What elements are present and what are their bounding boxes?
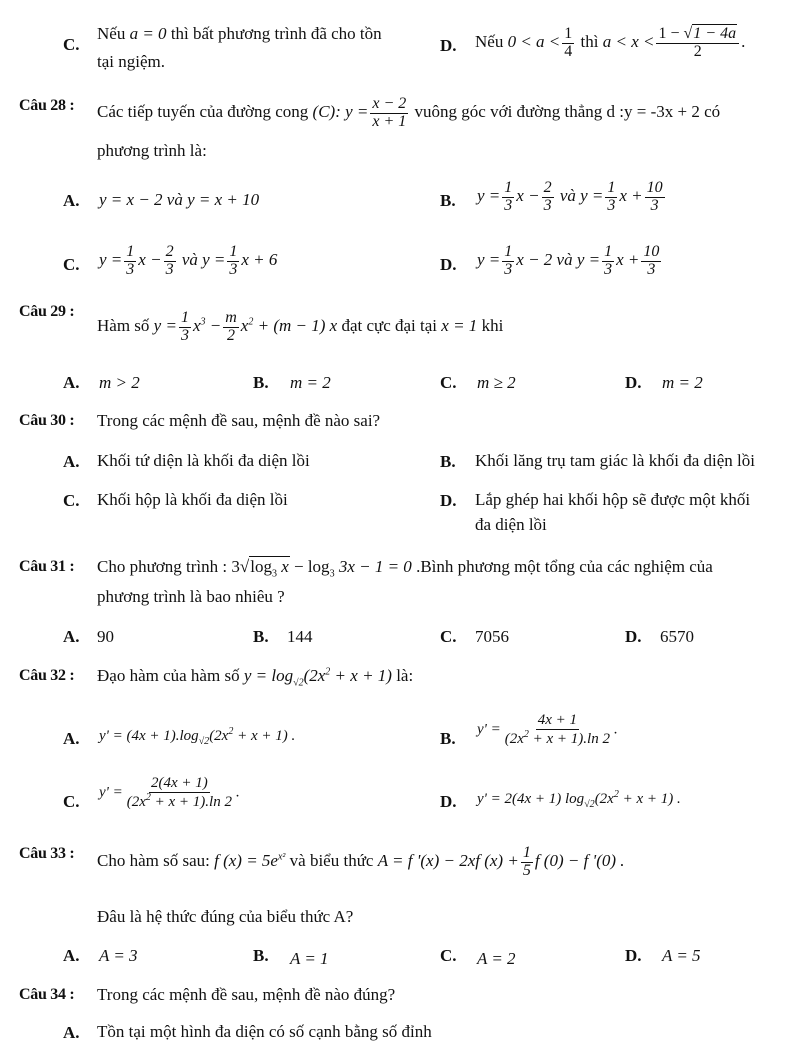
option-c-text: 7056 bbox=[475, 627, 509, 646]
option-a-text: Tồn tại một hình đa diện có số cạnh bằng số đỉnh bbox=[97, 1022, 432, 1041]
option-label-a: A. bbox=[63, 627, 80, 646]
option-a-text: 90 bbox=[97, 627, 114, 646]
option-d-text: y = $\frac{1}{3}$ x − 2 và y = $\frac{1}{3}$ x + $\frac{10}{3}$ bbox=[477, 243, 660, 278]
option-b-text: m = 2 bbox=[290, 373, 331, 392]
question-number: Câu 28 : bbox=[19, 97, 75, 114]
option-label-c: C. bbox=[440, 946, 457, 965]
option-label-b: B. bbox=[253, 627, 269, 646]
option-c-text: m ≥ 2 bbox=[477, 373, 516, 392]
option-d-text: 6570 bbox=[660, 627, 694, 646]
option-c-text: y = $\frac{1}{3}$ x − $\frac{2}{3}$ và y = $\frac{1}{3}$ x + 6 bbox=[99, 243, 278, 278]
question-text: Trong các mệnh đề sau, mệnh đề nào sai? bbox=[97, 411, 381, 430]
question-number: Câu 34 : bbox=[19, 986, 75, 1003]
option-label-b: B. bbox=[440, 452, 456, 471]
option-label-b: B. bbox=[253, 946, 269, 965]
option-label-c: C. bbox=[63, 35, 80, 54]
option-label-b: B. bbox=[440, 729, 456, 748]
option-label-d: D. bbox=[625, 373, 642, 392]
question-number: Câu 30 : bbox=[19, 412, 75, 429]
option-c-text: Khối hộp là khối đa diện lồi bbox=[97, 490, 288, 509]
question-text: Đạo hàm của hàm số $y = \log_{√2}(2x^2 + x + 1)$ là: bbox=[97, 666, 414, 689]
option-label-a: A. bbox=[63, 729, 80, 748]
option-c-text-line1: Nếu a = 0 thì bất phương trình đã cho tồn bbox=[97, 24, 382, 43]
question-text: Hàm số y = $\frac{1}{3}$ $x^3$ − $\frac{m}{2}$ $x^2 + (m - 1)$ x đạt cực đại tại x = 1 khi bbox=[97, 309, 504, 344]
option-label-d: D. bbox=[440, 255, 457, 274]
option-label-d: D. bbox=[440, 491, 457, 510]
option-a-text: m > 2 bbox=[99, 373, 140, 392]
option-a-text: Khối tứ diện là khối đa diện lồi bbox=[97, 451, 310, 470]
option-c-text: A = 2 bbox=[477, 949, 516, 968]
option-label-b: B. bbox=[440, 191, 456, 210]
option-d-text: A = 5 bbox=[662, 946, 701, 965]
option-label-c: C. bbox=[63, 491, 80, 510]
option-label-d: D. bbox=[440, 36, 457, 55]
option-label-c: C. bbox=[63, 255, 80, 274]
question-number: Câu 31 : bbox=[19, 558, 75, 575]
question-text: Cho hàm số sau: f $(x) = 5e^{x^2}$ và biểu thức A = f '(x) − 2xf (x) + $\frac{1}{5}$ f (0) − f '(0) . bbox=[97, 844, 625, 879]
question-text-line2: Đâu là hệ thức đúng của biểu thức A? bbox=[97, 907, 354, 926]
option-b-text: y' = $\frac{4x + 1}{(2x^2 + x + 1).\ln 2}$ . bbox=[477, 712, 618, 747]
option-label-a: A. bbox=[63, 191, 80, 210]
question-text: Các tiếp tuyến của đường cong (C): y = $\frac{x - 2}{x + 1}$ vuông góc với đường thẳng d :y = -3x + 2 có bbox=[97, 95, 721, 130]
option-b-text: y = $\frac{1}{3}$ x − $\frac{2}{3}$ và y = $\frac{1}{3}$ x + $\frac{10}{3}$ bbox=[477, 179, 663, 214]
option-a-text: $y' = (4x + 1).\log_{√2}(2x^2 + x + 1)$ . bbox=[99, 726, 296, 747]
question-text: Cho phương trình : $3√\log_3$ $x - \log_3 3x - 1 = 0$ .Bình phương một tổng của các nghiệm của bbox=[97, 557, 713, 580]
option-a-text: A = 3 bbox=[99, 946, 138, 965]
option-label-a: A. bbox=[63, 946, 80, 965]
option-d-text-line1: Lắp ghép hai khối hộp sẽ được một khối bbox=[475, 490, 751, 509]
question-text: Trong các mệnh đề sau, mệnh đề nào đúng? bbox=[97, 985, 396, 1004]
option-label-c: C. bbox=[440, 373, 457, 392]
option-b-text: Khối lăng trụ tam giác là khối đa diện lồi bbox=[475, 451, 755, 470]
option-d-text: Nếu 0 < a < $\frac{1}{4}$ thì a < x < $\frac{1 - √1 - 4a}{2}$ . bbox=[475, 25, 746, 60]
option-label-d: D. bbox=[440, 792, 457, 811]
question-number: Câu 29 : bbox=[19, 303, 75, 320]
question-number: Câu 33 : bbox=[19, 845, 75, 862]
question-number: Câu 32 : bbox=[19, 667, 75, 684]
option-b-text: A = 1 bbox=[290, 949, 329, 968]
option-label-c: C. bbox=[63, 792, 80, 811]
option-c-text: y' = $\frac{2(4x + 1)}{(2x^2 + x + 1).\ln 2}$ . bbox=[99, 775, 240, 810]
option-d-text: y' = 2(4x + 1) $\log_{√2}(2x^2 + x + 1)$ . bbox=[477, 789, 681, 810]
option-c-text-line2: tại ngiệm. bbox=[97, 52, 165, 71]
option-d-text-line2: đa diện lồi bbox=[475, 515, 547, 534]
option-a-text: y = x − 2 và y = x + 10 bbox=[99, 190, 260, 209]
option-label-a: A. bbox=[63, 452, 80, 471]
option-b-text: 144 bbox=[287, 627, 313, 646]
option-label-c: C. bbox=[440, 627, 457, 646]
option-label-d: D. bbox=[625, 946, 642, 965]
option-label-a: A. bbox=[63, 373, 80, 392]
question-text-line2: phương trình là bao nhiêu ? bbox=[97, 587, 285, 606]
option-label-a: A. bbox=[63, 1023, 80, 1042]
option-d-text: m = 2 bbox=[662, 373, 703, 392]
option-label-d: D. bbox=[625, 627, 642, 646]
question-text-line2: phương trình là: bbox=[97, 141, 207, 160]
option-label-b: B. bbox=[253, 373, 269, 392]
